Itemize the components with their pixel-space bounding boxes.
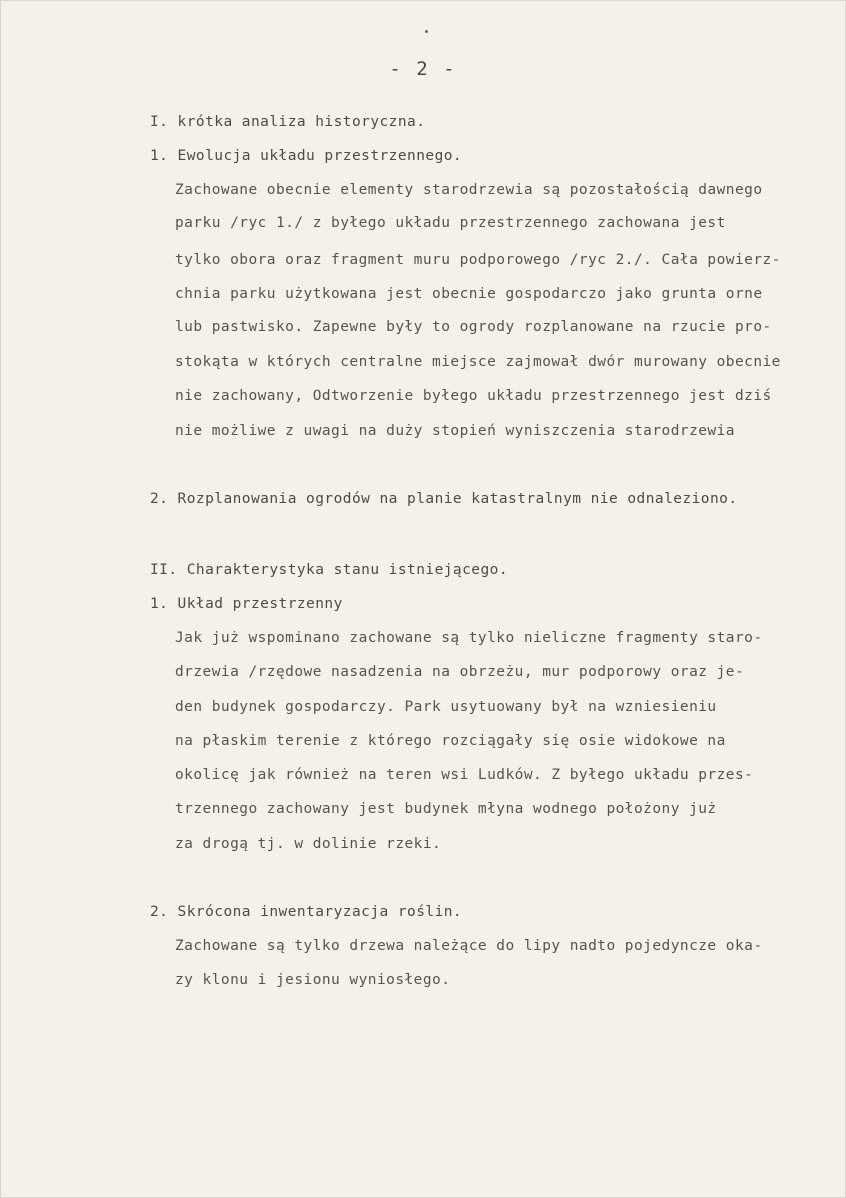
paragraph-line: za drogą tj. w dolinie rzeki. bbox=[175, 836, 442, 852]
paragraph-line: parku /ryc 1./ z byłego układu przestrzennego zachowana jest bbox=[175, 215, 726, 231]
section-I-item-2: 2. Rozplanowania ogrodów na planie katastralnym nie odnaleziono. bbox=[150, 491, 738, 507]
paragraph-line: nie zachowany, Odtworzenie byłego układu przestrzennego jest dziś bbox=[175, 388, 772, 404]
paragraph-line: Zachowane są tylko drzewa należące do lipy nadto pojedyncze oka- bbox=[175, 938, 763, 954]
paragraph-line: zy klonu i jesionu wyniosłego. bbox=[175, 972, 451, 988]
paragraph-line: lub pastwisko. Zapewne były to ogrody rozplanowane na rzucie pro- bbox=[175, 319, 772, 335]
punch-mark bbox=[425, 30, 428, 33]
section-I-item-1-title: 1. Ewolucja układu przestrzennego. bbox=[150, 148, 463, 164]
paragraph-line: chnia parku użytkowana jest obecnie gospodarczo jako grunta orne bbox=[175, 286, 763, 302]
page-number: - 2 - bbox=[389, 58, 457, 80]
paragraph-line: trzennego zachowany jest budynek młyna wodnego położony już bbox=[175, 801, 717, 817]
paragraph-line: na płaskim terenie z którego rozciągały się osie widokowe na bbox=[175, 733, 726, 749]
paragraph-line: den budynek gospodarczy. Park usytuowany był na wzniesieniu bbox=[175, 699, 717, 715]
paragraph-line: okolicę jak również na teren wsi Ludków. Z byłego układu przes- bbox=[175, 767, 754, 783]
section-II-title: II. Charakterystyka stanu istniejącego. bbox=[150, 562, 509, 578]
paragraph-line: nie możliwe z uwagi na duży stopień wyniszczenia starodrzewia bbox=[175, 423, 735, 439]
paragraph-line: Jak już wspominano zachowane są tylko nieliczne fragmenty staro- bbox=[175, 630, 763, 646]
paragraph-line: stokąta w których centralne miejsce zajmował dwór murowany obecnie bbox=[175, 354, 781, 370]
section-II-item-2-title: 2. Skrócona inwentaryzacja roślin. bbox=[150, 904, 463, 920]
section-II-item-1-title: 1. Układ przestrzenny bbox=[150, 596, 343, 612]
paragraph-line: drzewia /rzędowe nasadzenia na obrzeżu, mur podporowy oraz je- bbox=[175, 664, 745, 680]
paragraph-line: Zachowane obecnie elementy starodrzewia są pozostałością dawnego bbox=[175, 182, 763, 198]
paragraph-line: tylko obora oraz fragment muru podporowego /ryc 2./. Cała powierz- bbox=[175, 252, 781, 268]
section-I-title: I. krótka analiza historyczna. bbox=[150, 114, 426, 130]
